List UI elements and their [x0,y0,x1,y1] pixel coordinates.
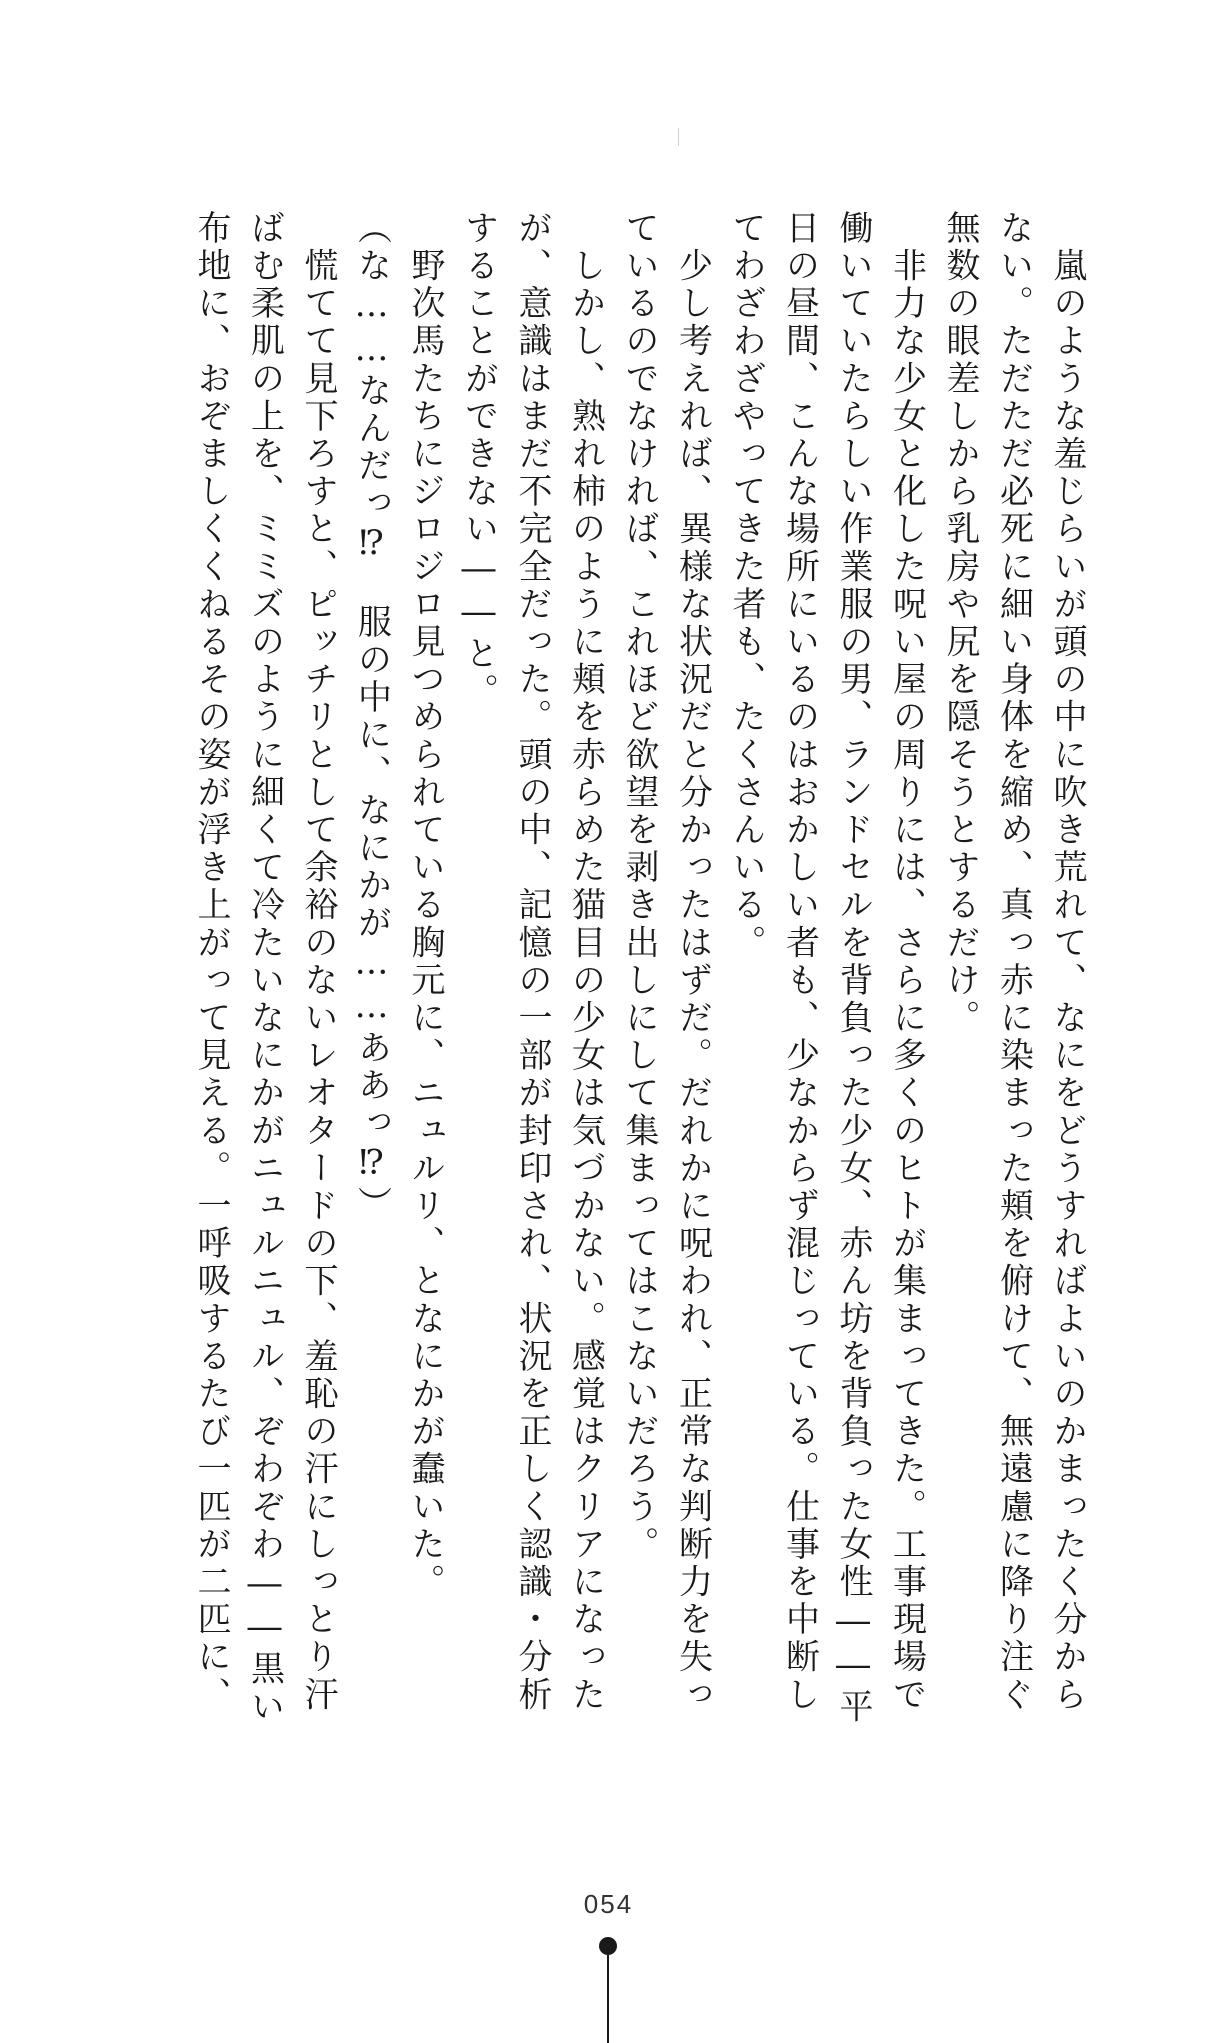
text-line: ばむ柔肌の上を、ミミズのように細くて冷たいなにかがニュルニュル、ぞわぞわ――黒い [244,210,285,1726]
top-center-mark [678,128,679,146]
text-line: 日の昼間、こんな場所にいるのはおかしい者も、少なからず混じっている。仕事を中断し [779,210,820,1714]
text-line: 非力な少女と化した呪い屋の周りには、さらに多くのヒトが集まってきた。工事現場で [886,210,927,1714]
text-line: 嵐のような羞じらいが頭の中に吹き荒れて、なにをどうすればよいのかまったく分から [1047,210,1087,1714]
page-dot-ornament [599,1937,617,1955]
text-line: 慌てて見下ろすと、ピッチリとして余裕のないレオタードの下、羞恥の汗にしっとり汗 [298,210,338,1714]
page-number: 054 [583,1889,634,1919]
novel-text-block [184,210,1094,1770]
text-line: 少し考えれば、異様な状況だと分かったはずだ。だれかに呪われ、正常な判断力を失っ [672,210,713,1714]
text-line: することができない――と。 [458,210,499,711]
text-line: 布地に、おぞましくくねるその姿が浮き上がって見える。一呼吸するたび一匹が二匹に、 [191,210,231,1714]
text-line: ない。ただただ必死に細い身体を縮め、真っ赤に染まった頬を俯けて、無遠慮に降り注ぐ [993,210,1034,1714]
text-line: 野次馬たちにジロジロ見つめられている胸元に、ニュルリ、となにかが蠢いた。 [405,210,445,1602]
text-line: （な……なんだっ⁉ 服の中に、なにかが……ああっ⁉） [351,210,392,1224]
text-line: が、意識はまだ不完全だった。頭の中、記憶の一部が封印され、状況を正しく認識・分析 [512,210,552,1714]
text-line: しかし、熟れ柿のように頬を赤らめた猫目の少女は気づかない。感覚はクリアになった [565,210,606,1714]
page-stem-ornament [607,1955,609,2043]
text-line: 働いていたらしい作業服の男、ランドセルを背負った少女、赤ん坊を背負った女性――平 [833,210,873,1726]
text-line: てわざわざやってきた者も、たくさんいる。 [726,210,766,962]
text-line: ているのでなければ、これほど欲望を剥き出しにして集まってはこないだろう。 [619,210,659,1564]
text-line: 無数の眼差しから乳房や尻を隠そうとするだけ。 [940,210,980,1038]
